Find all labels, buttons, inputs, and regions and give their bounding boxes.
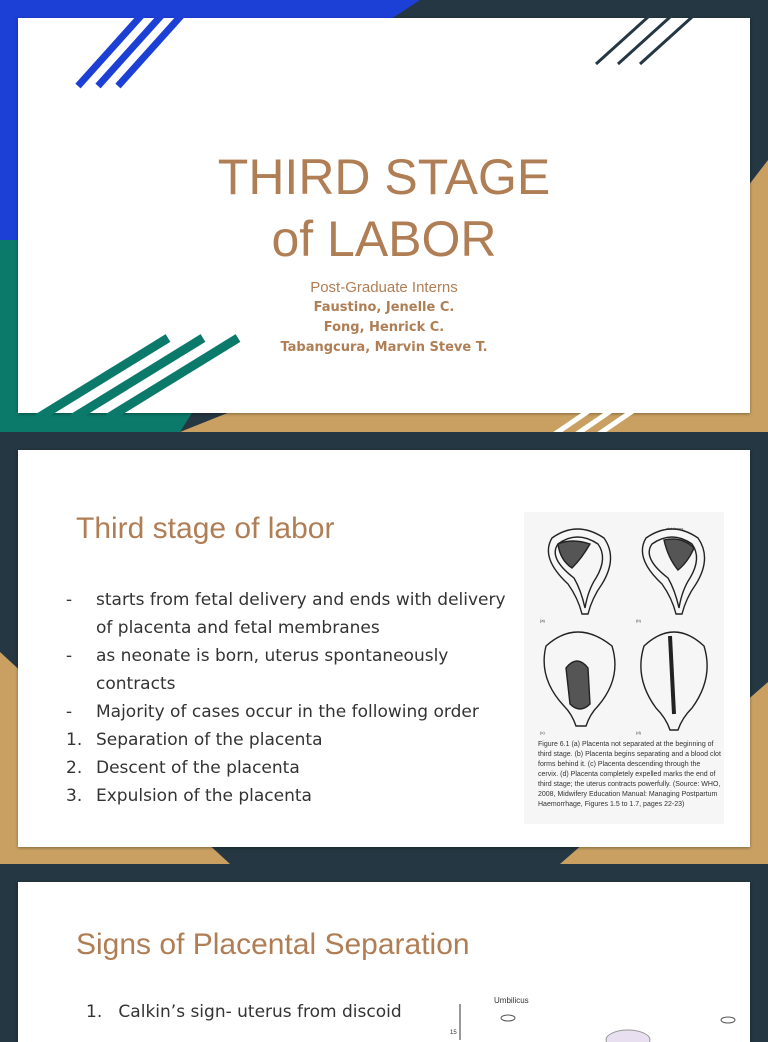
svg-text:(c): (c): [540, 730, 545, 735]
uterus-height-diagram: [438, 1000, 738, 1040]
list-item: 2. Descent of the placenta: [66, 758, 300, 778]
list-item: 3. Expulsion of the placenta: [66, 786, 312, 806]
uterus-illustration: [532, 518, 720, 738]
svg-text:(a): (a): [540, 618, 545, 623]
list-item: 1. Separation of the placenta: [66, 730, 323, 750]
placenta-figure: [524, 512, 724, 824]
list-item: 1. Calkin’s sign- uterus from discoid: [86, 1002, 402, 1022]
author-name: Faustino, Jenelle C.: [313, 300, 455, 315]
svg-text:15: 15: [450, 1030, 457, 1036]
slide-heading: Third stage of labor: [76, 512, 335, 545]
svg-text:clot forms: clot forms: [666, 526, 684, 531]
svg-text:(b): (b): [636, 618, 641, 623]
title-line-2: of LABOR: [271, 211, 497, 267]
svg-text:(d): (d): [636, 730, 641, 735]
author-role: Post-Graduate Interns: [310, 279, 458, 296]
author-block: [18, 278, 750, 358]
list-item: - starts from fetal delivery and ends with delivery of placenta and fetal membranes: [66, 590, 506, 638]
umbilicus-label: Umbilicus: [494, 996, 529, 1005]
content-card: [18, 882, 750, 1042]
title-card: [18, 18, 750, 413]
figure-caption: Figure 6.1 (a) Placenta not separated at the beginning of third stage. (b) Placenta begins separating and a blood clot forms behind it. (c) Placenta descending through the cervix. (d) Placenta completely expelled marks the end of third stage; the uterus contracts powerfully. (Source: WHO, 2008, Midwifery Education Manual: Managing Postpartum Haemorrhage, Figures 1.5 to 1.7, pages 22-23): [538, 741, 721, 808]
slide-heading: Signs of Placental Separation: [76, 928, 470, 961]
content-slide: [0, 432, 768, 864]
author-name: Fong, Henrick C.: [323, 320, 445, 335]
title-line-1: THIRD STAGE: [217, 149, 551, 205]
bullet-list: [66, 586, 506, 810]
list-item: - Majority of cases occur in the following order: [66, 702, 479, 722]
list-item: - as neonate is born, uterus spontaneously contracts: [66, 646, 449, 694]
presentation-title: [18, 146, 750, 270]
title-slide: [0, 0, 768, 432]
content-slide: [0, 864, 768, 1036]
author-name: Tabangcura, Marvin Steve T.: [280, 340, 488, 355]
content-card: [18, 450, 750, 847]
